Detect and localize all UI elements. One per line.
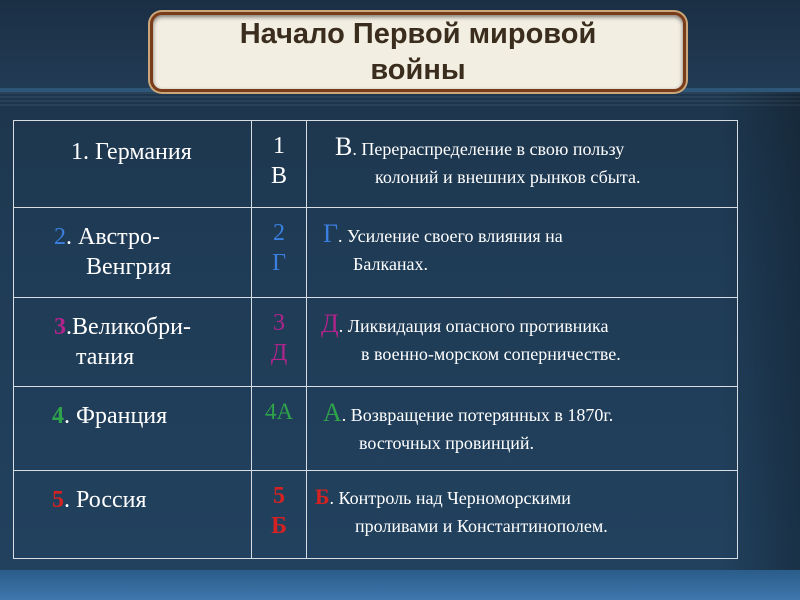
code-letter: Д — [270, 340, 288, 366]
country-cell — [14, 121, 252, 208]
table-row — [14, 471, 738, 559]
description-line-1: . Перераспределение в свою пользу — [352, 139, 625, 159]
description-line-2: в военно-морском соперничестве. — [361, 344, 621, 364]
country-number: 1 — [71, 139, 83, 165]
code-number: 5 — [273, 483, 285, 509]
page-title: Начало Первой мировой войны — [239, 18, 597, 86]
country-cell — [14, 208, 252, 298]
code-letter: В — [270, 163, 287, 189]
description-cell — [307, 298, 738, 387]
country-cell — [14, 387, 252, 471]
code-number: 1 — [273, 133, 285, 159]
description-line-1: . Возвращение потерянных в 1870г. — [341, 405, 614, 425]
answer-letter: А — [323, 398, 342, 427]
answer-letter: Г — [323, 219, 339, 248]
footer-band — [0, 570, 800, 600]
country-name-cont: Венгрия — [86, 254, 172, 280]
table-row — [14, 298, 738, 387]
code-letter: Г — [272, 250, 286, 276]
code-cell — [252, 298, 307, 387]
country-name: . Австро- — [66, 224, 160, 250]
description-line-1: . Ликвидация опасного противника — [338, 316, 609, 336]
description-cell — [307, 471, 738, 559]
country-number: 4 — [52, 403, 64, 429]
description-line-1: . Контроль над Черноморскими — [329, 488, 571, 508]
code-cell — [252, 121, 307, 208]
country-name: .Великобри- — [66, 314, 191, 340]
description-cell — [307, 208, 738, 298]
country-number: 5 — [52, 487, 64, 513]
description-cell — [307, 387, 738, 471]
answer-letter: Д — [321, 309, 339, 338]
country-number: 3 — [54, 314, 66, 340]
table-row — [14, 387, 738, 471]
code-cell — [252, 387, 307, 471]
code-number: 2 — [273, 220, 285, 246]
country-name: . Франция — [64, 403, 168, 429]
matching-table — [13, 120, 738, 559]
country-number: 2 — [54, 224, 66, 250]
table-row — [14, 121, 738, 208]
description-line-1: . Усиление своего влияния на — [338, 226, 563, 246]
code-cell — [252, 208, 307, 298]
description-cell — [307, 121, 738, 208]
description-line-2: Балканах. — [353, 254, 429, 274]
country-name: . Россия — [64, 487, 147, 513]
decorative-stripes — [0, 92, 800, 106]
country-cell — [14, 298, 252, 387]
description-line-2: восточных провинций. — [359, 433, 535, 453]
description-line-2: проливами и Константинополем. — [355, 516, 608, 536]
code-letter: Б — [271, 513, 287, 539]
country-name-cont: тания — [76, 344, 135, 370]
code-cell — [252, 471, 307, 559]
code-number: 3 — [273, 310, 285, 336]
title-box — [150, 12, 686, 92]
description-line-2: колоний и внешних рынков сбыта. — [375, 167, 641, 187]
code-number: 4А — [264, 399, 294, 424]
answer-letter: Б — [315, 484, 330, 509]
answer-letter: В — [335, 132, 353, 161]
country-cell — [14, 471, 252, 559]
country-name: . Германия — [83, 139, 192, 165]
table-row — [14, 208, 738, 298]
